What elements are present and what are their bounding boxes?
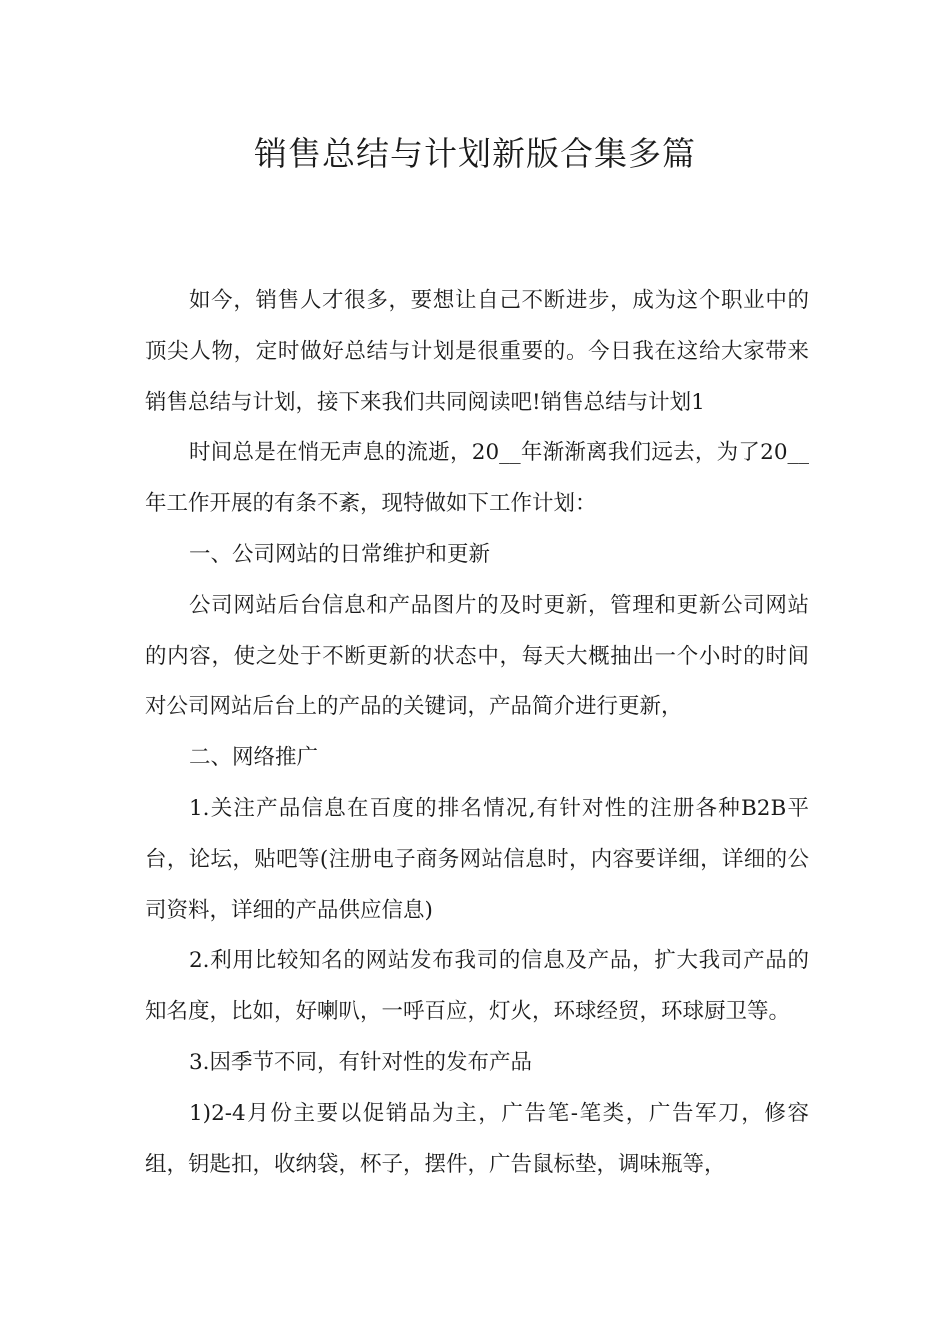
section-heading-website: 一、公司网站的日常维护和更新 xyxy=(189,541,491,567)
sub-item-1: 1)2-4月份主要以促销品为主，广告笔-笔类，广告军刀，修容组，钥匙扣，收纳袋，杯子，摆件，广告鼠标垫，调味瓶等， xyxy=(145,1100,809,1177)
document-title: 销售总结与计划新版合集多篇 xyxy=(254,134,696,173)
list-item-2: 2.利用比较知名的网站发布我司的信息及产品，扩大我司产品的知名度，比如，好喇叭，一呼百应，灯火，环球经贸，环球厨卫等。 xyxy=(145,948,809,1025)
paragraph-preface: 时间总是在悄无声息的流逝，20__年渐渐离我们远去，为了20__年工作开展的有条不紊，现特做如下工作计划： xyxy=(145,440,809,517)
paragraph-website: 公司网站后台信息和产品图片的及时更新，管理和更新公司网站的内容，使之处于不断更新的状态中，每天大概抽出一个小时的时间对公司网站后台上的产品的关键词，产品简介进行更新， xyxy=(145,592,809,720)
list-item-3: 3.因季节不同，有针对性的发布产品 xyxy=(189,1049,533,1075)
list-item-1: 1.关注产品信息在百度的排名情况,有针对性的注册各种B2B平台，论坛，贴吧等(注册电子商务网站信息时，内容要详细，详细的公司资料，详细的产品供应信息) xyxy=(145,795,809,923)
paragraph-intro: 如今，销售人才很多，要想让自己不断进步，成为这个职业中的顶尖人物，定时做好总结与计划是很重要的。今日我在这给大家带来销售总结与计划，接下来我们共同阅读吧!销售总结与计划1 xyxy=(145,288,809,415)
section-heading-promotion: 二、网络推广 xyxy=(189,745,319,771)
document-body xyxy=(145,276,809,1190)
